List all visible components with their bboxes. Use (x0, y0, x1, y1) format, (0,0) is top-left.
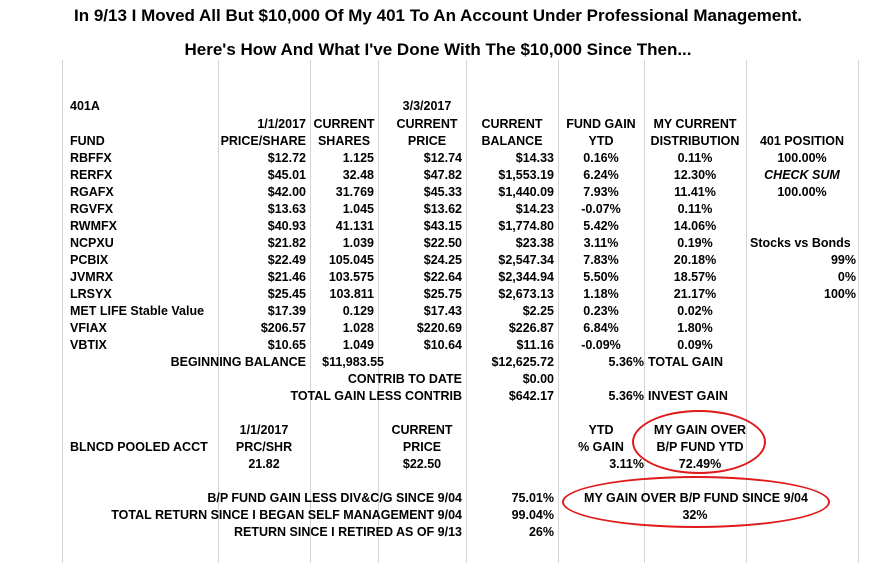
fund-name: RGAFX (70, 185, 114, 199)
fund-balance: $23.38 (515, 236, 554, 250)
fund-distribution: 0.19% (677, 236, 713, 250)
fund-name: RERFX (70, 168, 113, 182)
position-total-2: 100.00% (777, 185, 827, 199)
fund-price: $43.15 (423, 219, 462, 233)
fund-shares: 1.039 (342, 236, 374, 250)
header-current-3: CURRENT (481, 117, 543, 131)
fund-price-share: $13.63 (267, 202, 306, 216)
fund-balance: $1,553.19 (498, 168, 554, 182)
invest-gain-percent: 5.36% (608, 389, 644, 403)
my-gain-since-label: MY GAIN OVER B/P FUND SINCE 9/04 (584, 491, 808, 505)
fund-price: $24.25 (423, 253, 462, 267)
fund-price: $13.62 (423, 202, 462, 216)
fund-price-share: $45.01 (267, 168, 306, 182)
pooled-price-header: PRICE (402, 440, 442, 454)
fund-price: $12.74 (423, 151, 462, 165)
fund-price: $17.43 (423, 304, 462, 318)
total-return-value: 99.04% (511, 508, 554, 522)
fund-name: MET LIFE Stable Value (70, 304, 205, 318)
fund-price: $22.64 (423, 270, 462, 284)
fund-price: $25.75 (423, 287, 462, 301)
beginning-balance-label: BEGINNING BALANCE (170, 355, 306, 369)
fund-price-share: $17.39 (267, 304, 306, 318)
fund-name: NCPXU (70, 236, 114, 250)
fund-balance: $14.23 (515, 202, 554, 216)
fund-name: RBFFX (70, 151, 112, 165)
fund-shares: 31.769 (335, 185, 374, 199)
fund-price: $45.33 (423, 185, 462, 199)
fund-price-share: $10.65 (267, 338, 306, 352)
fund-balance: $1,440.09 (498, 185, 554, 199)
stocks-vs-bonds-value-2: 0% (837, 270, 856, 284)
fund-name: LRSYX (70, 287, 112, 301)
position-total-1: 100.00% (777, 151, 827, 165)
header-distribution: DISTRIBUTION (650, 134, 740, 148)
fund-distribution: 14.06% (673, 219, 717, 233)
fund-gain: 7.83% (583, 253, 619, 267)
fund-distribution: 12.30% (673, 168, 717, 182)
header-price: PRICE (407, 134, 447, 148)
header-date-2: 3/3/2017 (402, 99, 452, 113)
invest-gain-label: INVEST GAIN (648, 389, 728, 403)
pooled-current-price: $22.50 (402, 457, 442, 471)
contrib-to-date-label: CONTRIB TO DATE (347, 372, 462, 386)
fund-name: VBTIX (70, 338, 107, 352)
fund-distribution: 0.09% (677, 338, 713, 352)
fund-gain: 0.23% (583, 304, 619, 318)
header-price-share: PRICE/SHARE (220, 134, 306, 148)
fund-gain: 0.16% (583, 151, 619, 165)
annotation-oval-ytd (632, 410, 766, 474)
fund-gain: -0.09% (581, 338, 621, 352)
fund-distribution: 21.17% (673, 287, 717, 301)
fund-price-share: $22.49 (267, 253, 306, 267)
pooled-my-gain: 72.49% (678, 457, 722, 471)
fund-name: VFIAX (70, 321, 107, 335)
fund-price-share: $42.00 (267, 185, 306, 199)
fund-name: PCBIX (70, 253, 109, 267)
my-gain-since-value: 32% (682, 508, 708, 522)
bp-fund-gain-value: 75.01% (511, 491, 554, 505)
header-ytd: YTD (588, 134, 614, 148)
fund-name: JVMRX (70, 270, 114, 284)
title-line-1: In 9/13 I Moved All But $10,000 Of My 401 To An Account Under Professional Management. (73, 6, 803, 25)
header-current-2: CURRENT (396, 117, 458, 131)
fund-price-share: $25.45 (267, 287, 306, 301)
fund-gain: 5.50% (583, 270, 619, 284)
fund-balance: $1,774.80 (498, 219, 554, 233)
pooled-bp-fund-ytd-header: B/P FUND YTD (656, 440, 744, 454)
total-gain-less-contrib-value: $642.17 (508, 389, 554, 403)
header-fund: FUND (70, 134, 105, 148)
header-date-1: 1/1/2017 (257, 117, 306, 131)
beginning-balance-value: $11,983.55 (322, 355, 384, 369)
title-line-2: Here's How And What I've Done With The $10,000 Since Then... (184, 40, 692, 59)
fund-balance: $11.16 (516, 338, 554, 352)
fund-balance: $2,547.34 (498, 253, 554, 267)
fund-distribution: 20.18% (673, 253, 717, 267)
pooled-current-header: CURRENT (391, 423, 453, 437)
fund-gain: 7.93% (583, 185, 619, 199)
fund-shares: 32.48 (342, 168, 374, 182)
fund-price: $220.69 (416, 321, 462, 335)
pooled-account-label: BLNCD POOLED ACCT (70, 440, 208, 454)
total-gain-percent: 5.36% (608, 355, 644, 369)
fund-shares: 1.028 (342, 321, 374, 335)
fund-distribution: 0.02% (677, 304, 713, 318)
fund-shares: 1.049 (342, 338, 374, 352)
section-label: 401A (70, 99, 100, 113)
total-gain-less-contrib-label: TOTAL GAIN LESS CONTRIB (290, 389, 462, 403)
contrib-to-date-value: $0.00 (522, 372, 554, 386)
fund-name: RWMFX (70, 219, 117, 233)
fund-gain: 6.24% (583, 168, 619, 182)
stocks-vs-bonds-label: Stocks vs Bonds (750, 236, 851, 250)
fund-shares: 103.811 (329, 287, 374, 301)
fund-gain: -0.07% (581, 202, 621, 216)
fund-balance: $2,673.13 (498, 287, 554, 301)
fund-distribution: 11.41% (674, 185, 716, 199)
fund-price: $10.64 (423, 338, 462, 352)
stocks-vs-bonds-value-3: 100% (824, 287, 856, 301)
fund-balance: $2.25 (522, 304, 554, 318)
header-my-current: MY CURRENT (653, 117, 737, 131)
pooled-pct-gain-header: % GAIN (578, 440, 624, 454)
fund-shares: 105.045 (328, 253, 374, 267)
pooled-start-price: 21.82 (248, 457, 280, 471)
fund-distribution: 0.11% (677, 202, 713, 216)
stocks-vs-bonds-value-1: 99% (830, 253, 856, 267)
pooled-prc-shr-header: PRC/SHR (235, 440, 293, 454)
fund-price-share: $206.57 (260, 321, 306, 335)
retired-return-label: RETURN SINCE I RETIRED AS OF 9/13 (233, 525, 462, 539)
annotation-oval-since-904 (562, 476, 830, 528)
fund-shares: 41.131 (335, 219, 374, 233)
fund-name: RGVFX (70, 202, 114, 216)
fund-distribution: 1.80% (677, 321, 713, 335)
fund-price-share: $21.46 (267, 270, 306, 284)
header-current-1: CURRENT (313, 117, 375, 131)
pooled-date: 1/1/2017 (239, 423, 289, 437)
fund-price-share: $12.72 (267, 151, 306, 165)
current-total-balance: $12,625.72 (491, 355, 554, 369)
total-gain-label: TOTAL GAIN (648, 355, 723, 369)
header-401-position: 401 POSITION (759, 134, 845, 148)
fund-shares: 1.045 (342, 202, 374, 216)
fund-balance: $226.87 (508, 321, 554, 335)
fund-gain: 3.11% (583, 236, 619, 250)
header-fund-gain: FUND GAIN (566, 117, 636, 131)
fund-shares: 0.129 (342, 304, 374, 318)
fund-gain: 5.42% (583, 219, 619, 233)
pooled-ytd-header: YTD (588, 423, 614, 437)
fund-price-share: $40.93 (267, 219, 306, 233)
retired-return-value: 26% (528, 525, 554, 539)
fund-gain: 1.18% (583, 287, 619, 301)
fund-shares: 1.125 (342, 151, 374, 165)
fund-price: $22.50 (423, 236, 462, 250)
pooled-gain: 3.11% (609, 457, 644, 471)
pooled-my-gain-over-header: MY GAIN OVER (653, 423, 747, 437)
fund-balance: $14.33 (515, 151, 554, 165)
fund-distribution: 0.11% (677, 151, 713, 165)
total-return-label: TOTAL RETURN SINCE I BEGAN SELF MANAGEMENT 9/04 (111, 508, 462, 522)
fund-balance: $2,344.94 (498, 270, 554, 284)
bp-fund-gain-label: B/P FUND GAIN LESS DIV&C/G SINCE 9/04 (207, 491, 462, 505)
fund-gain: 6.84% (583, 321, 619, 335)
header-balance: BALANCE (481, 134, 543, 148)
check-sum-label: CHECK SUM (764, 168, 840, 182)
fund-shares: 103.575 (328, 270, 374, 284)
header-shares: SHARES (317, 134, 371, 148)
fund-price-share: $21.82 (267, 236, 306, 250)
fund-distribution: 18.57% (673, 270, 717, 284)
fund-price: $47.82 (423, 168, 462, 182)
